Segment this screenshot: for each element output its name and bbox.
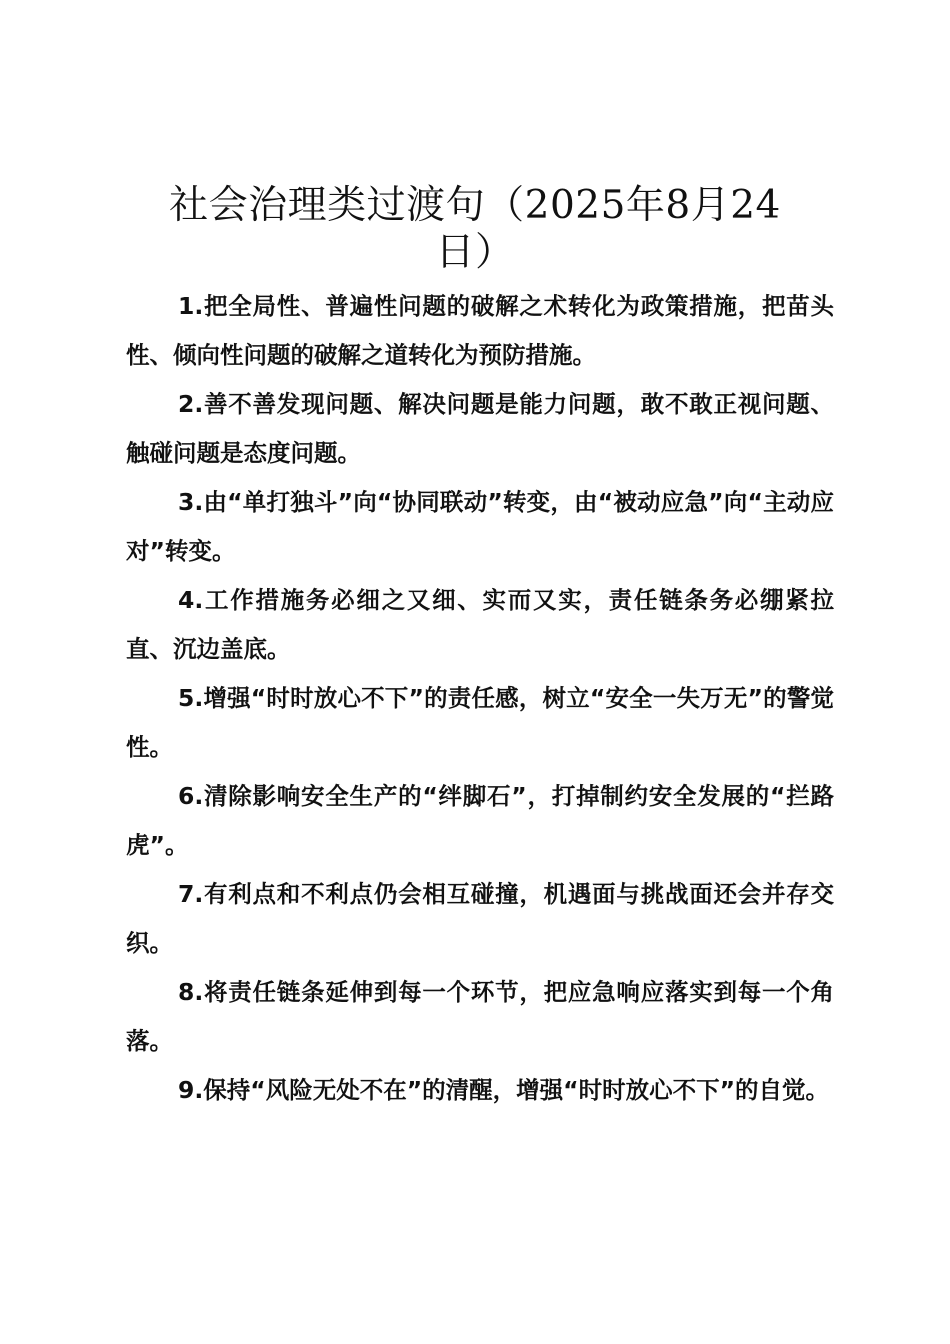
list-item: 3.由“单打独斗”向“协同联动”转变，由“被动应急”向“主动应对”转变。 xyxy=(126,488,834,565)
list-item: 7.有利点和不利点仍会相互碰撞，机遇面与挑战面还会并存交织。 xyxy=(126,880,834,957)
list-item: 8.将责任链条延伸到每一个环节，把应急响应落实到每一个角落。 xyxy=(126,978,834,1055)
list-item: 9.保持“风险无处不在”的清醒，增强“时时放心不下”的自觉。 xyxy=(178,1076,830,1104)
item-list xyxy=(126,282,834,1115)
list-item: 5.增强“时时放心不下”的责任感，树立“安全一失万无”的警觉性。 xyxy=(126,684,834,761)
list-item: 4.工作措施务必细之又细、实而又实，责任链条务必绷紧拉直、沉边盖底。 xyxy=(126,586,834,663)
list-item: 6.清除影响安全生产的“绊脚石”，打掉制约安全发展的“拦路虎”。 xyxy=(126,782,834,859)
list-item: 1.把全局性、普遍性问题的破解之术转化为政策措施，把苗头性、倾向性问题的破解之道转化为预防措施。 xyxy=(126,292,834,369)
list-item: 2.善不善发现问题、解决问题是能力问题，敢不敢正视问题、触碰问题是态度问题。 xyxy=(126,390,834,467)
document-title: 社会治理类过渡句（2025年8月24日） xyxy=(169,183,781,275)
